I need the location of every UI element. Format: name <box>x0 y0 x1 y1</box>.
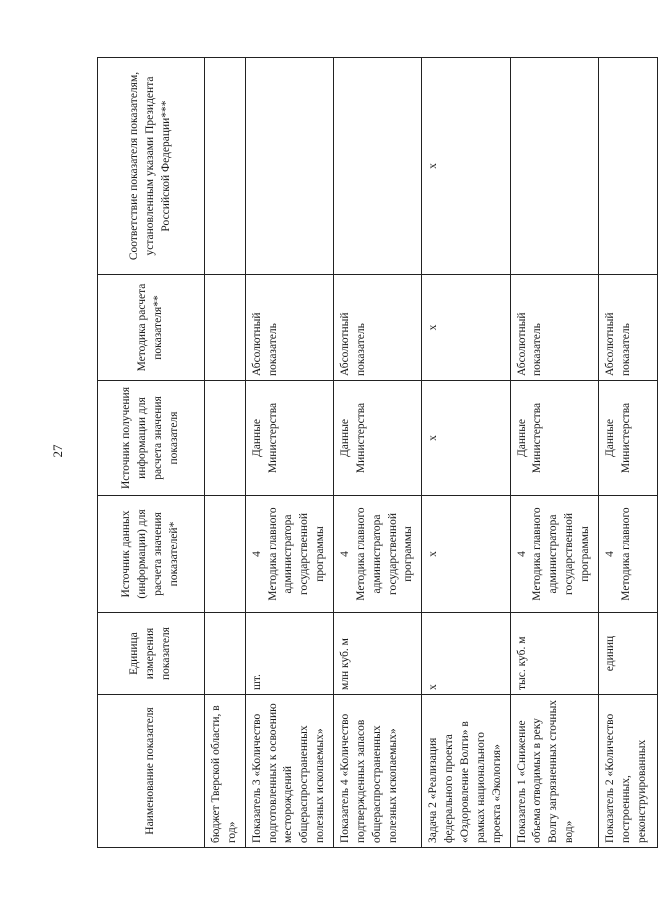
cell-data-source: 4 Методика главного <box>598 496 657 613</box>
cell-methodology: Абсолютный показатель <box>334 275 422 381</box>
indicators-table <box>97 57 658 848</box>
page-number: 27 <box>50 444 65 458</box>
cell-methodology: х <box>422 275 510 381</box>
header-info-source: Источник получения информации для расчета значения показателя <box>98 381 205 496</box>
cell-info-source <box>205 381 246 496</box>
table-row <box>334 58 422 848</box>
cell-data-source: х <box>422 496 510 613</box>
cell-unit: единиц <box>598 613 657 695</box>
cell-info-source: Данные Министерства <box>334 381 422 496</box>
cell-data-source: 4 Методика главного администратора государственной программы <box>510 496 598 613</box>
table-row <box>598 58 657 848</box>
cell-methodology <box>205 275 246 381</box>
cell-indicator-name: Показатель 2 «Количество построенных, реконструированных <box>598 695 657 848</box>
cell-indicator-name: Показатель 1 «Снижение объема отводимых в реку Волгу загрязненных сточных вод» <box>510 695 598 848</box>
table-row <box>205 58 246 848</box>
cell-decree-compliance <box>598 58 657 275</box>
cell-data-source: 4 Методика главного администратора государственной программы <box>245 496 333 613</box>
cell-indicator-name: бюджет Тверской области, в год» <box>205 695 246 848</box>
cell-unit: х <box>422 613 510 695</box>
cell-info-source: Данные Министерства <box>510 381 598 496</box>
header-methodology: Методика расчета показателя** <box>98 275 205 381</box>
cell-decree-compliance <box>205 58 246 275</box>
cell-decree-compliance <box>510 58 598 275</box>
header-indicator-name: Наименование показателя <box>98 695 205 848</box>
cell-decree-compliance: х <box>422 58 510 275</box>
cell-indicator-name: Показатель 3 «Количество подготовленных к освоению месторождений общераспространенных полезных ископаемых» <box>245 695 333 848</box>
header-data-source: Источник данных (информации) для расчета значения показателей* <box>98 496 205 613</box>
cell-indicator-name: Задача 2 «Реализация федерального проекта «Оздоровление Волги» в рамках национального проекта «Экология» <box>422 695 510 848</box>
cell-indicator-name: Показатель 4 «Количество подтвержденных запасов общераспространенных полезных ископаемых» <box>334 695 422 848</box>
table-row <box>245 58 333 848</box>
cell-unit: млн куб. м <box>334 613 422 695</box>
cell-methodology: Абсолютный показатель <box>598 275 657 381</box>
cell-info-source: Данные Министерства <box>598 381 657 496</box>
table-header-row <box>98 58 205 848</box>
cell-data-source <box>205 496 246 613</box>
cell-decree-compliance <box>334 58 422 275</box>
cell-unit <box>205 613 246 695</box>
cell-data-source: 4 Методика главного администратора государственной программы <box>334 496 422 613</box>
table-row <box>422 58 510 848</box>
header-presidential-decree-compliance: Соответствие показателя показателям, установленным указами Президента Российской Федерации*** <box>98 58 205 275</box>
rotated-table-wrapper <box>97 58 648 848</box>
table-row <box>510 58 598 848</box>
cell-methodology: Абсолютный показатель <box>510 275 598 381</box>
cell-decree-compliance <box>245 58 333 275</box>
cell-unit: тыс. куб. м <box>510 613 598 695</box>
cell-methodology: Абсолютный показатель <box>245 275 333 381</box>
cell-unit: шт. <box>245 613 333 695</box>
cell-info-source: Данные Министерства <box>245 381 333 496</box>
header-unit: Единица измерения показателя <box>98 613 205 695</box>
cell-info-source: х <box>422 381 510 496</box>
